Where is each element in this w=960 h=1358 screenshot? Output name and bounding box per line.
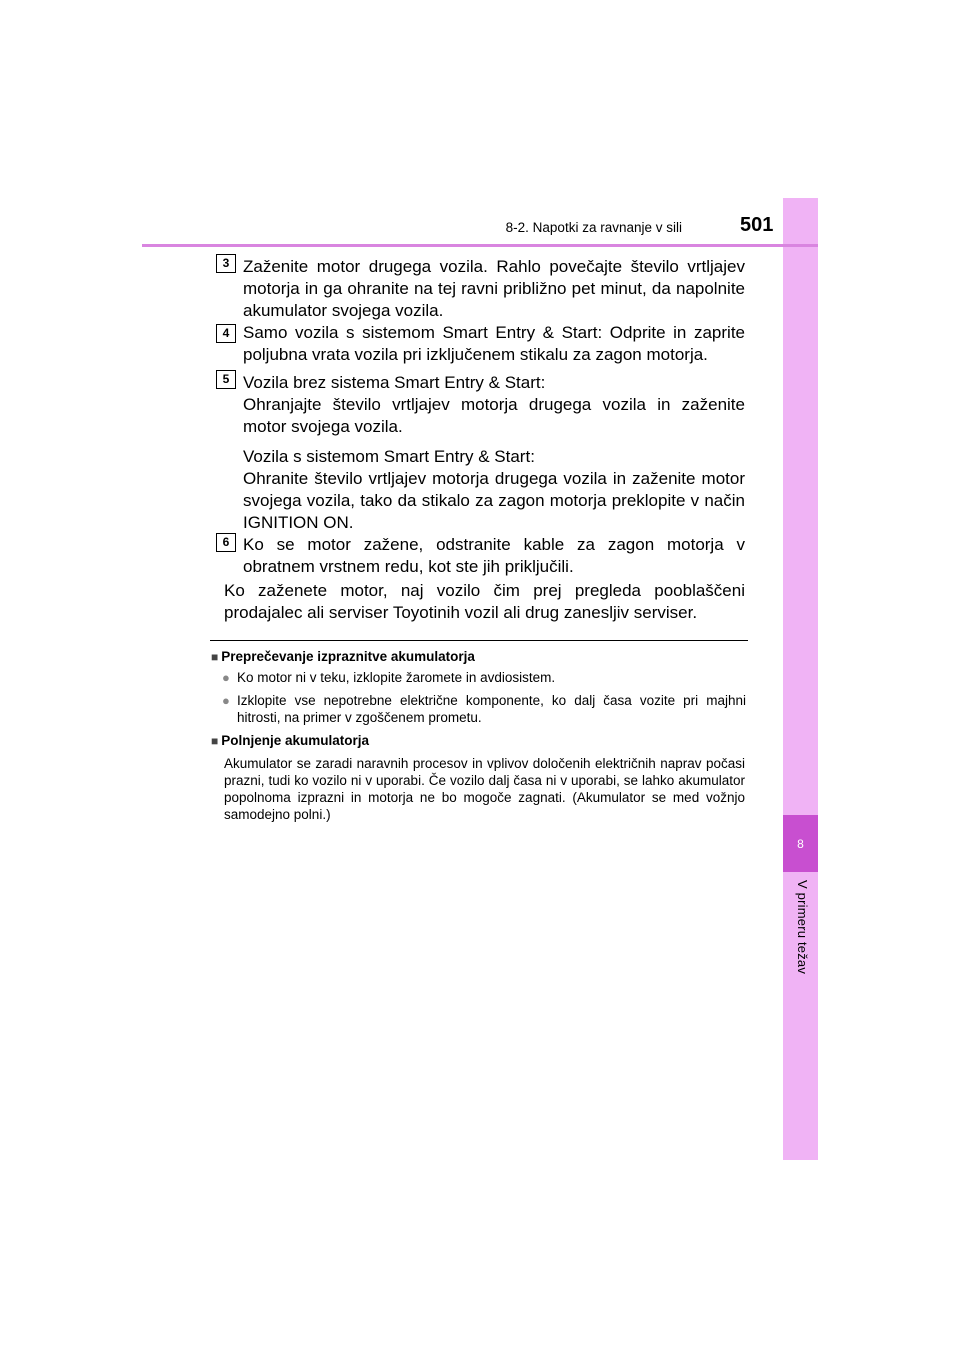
chapter-label: V primeru težav xyxy=(795,880,810,975)
note-heading-2-text: Polnjenje akumulatorja xyxy=(221,733,370,748)
note-heading-1-text: Preprečevanje izpraznitve akumulatorja xyxy=(221,649,475,664)
note-heading-1 xyxy=(211,649,475,664)
step-4-text: Samo vozila s sistemom Smart Entry & Start: Odprite in zaprite poljubna vrata vozila pri izključenem stikalu za zagon motorja. xyxy=(243,323,745,364)
step-3-text: Zaženite motor drugega vozila. Rahlo povečajte število vrtljajev motorja in ga ohranite na tej ravni približno pet minut, da napolnite akumulator svojega vozila. xyxy=(243,257,745,320)
step-number-5: 5 xyxy=(216,370,236,389)
closing-paragraph: Ko zaženete motor, naj vozilo čim prej pregleda pooblaščeni prodajalec ali serviser Toyotinih vozil ali drug zanesljiv serviser. xyxy=(224,581,745,622)
note-paragraph: Akumulator se zaradi naravnih procesov in vplivov določenih električnih naprav počasi prazni, tudi ko vozilo ni v uporabi. Če vozilo dalj časa ni v uporabi, se lahko akumulator popolnoma izprazni in motorja ne bo mogoče zagnati. (Akumulator se med vožnjo samodejno polni.) xyxy=(224,756,745,822)
note-heading-2 xyxy=(211,733,369,748)
step-5-line-4: Ohranite število vrtljajev motorja drugega vozila in zaženite motor svojega vozila, tako da stikalo za zagon motorja preklopite v način IGNITION ON. xyxy=(243,469,745,532)
note-bullet-2-text: Izklopite vse nepotrebne električne komponente, ko dalj časa vozite pri majhni hitrosti, na primer v zgoščenem prometu. xyxy=(237,693,746,725)
chapter-number-box xyxy=(783,815,818,872)
header-rule xyxy=(142,244,818,247)
page-number: 501 xyxy=(740,214,774,236)
step-6-text: Ko se motor zažene, odstranite kable za zagon motorja v obratnem vrstnem redu, kot ste jih priključili. xyxy=(243,535,745,576)
step-5-text-b xyxy=(243,446,745,534)
step-number-6: 6 xyxy=(216,533,236,552)
square-bullet-icon: ■ xyxy=(211,650,219,664)
circle-bullet-icon: ● xyxy=(222,693,230,708)
note-bullet-1 xyxy=(222,669,746,686)
step-3 xyxy=(243,256,745,322)
step-number-3: 3 xyxy=(216,254,236,273)
chapter-side-tab xyxy=(783,198,818,1160)
chapter-number: 8 xyxy=(797,836,804,851)
note-bullet-2 xyxy=(222,692,746,726)
step-5-line-1: Vozila brez sistema Smart Entry & Start: xyxy=(243,373,546,392)
step-6 xyxy=(243,534,745,578)
notes-divider xyxy=(210,640,748,641)
step-number-4: 4 xyxy=(216,324,236,343)
step-5-line-3: Vozila s sistemom Smart Entry & Start: xyxy=(243,447,535,466)
step-4 xyxy=(243,322,745,366)
step-5-text-a xyxy=(243,372,745,438)
section-title: 8-2. Napotki za ravnanje v sili xyxy=(505,220,682,235)
step-5 xyxy=(243,372,745,534)
step-5-line-2: Ohranjajte število vrtljajev motorja drugega vozila in zaženite motor svojega vozila. xyxy=(243,395,745,436)
square-bullet-icon: ■ xyxy=(211,734,219,748)
note-bullet-1-text: Ko motor ni v teku, izklopite žaromete in avdiosistem. xyxy=(237,670,556,685)
circle-bullet-icon: ● xyxy=(222,670,230,685)
